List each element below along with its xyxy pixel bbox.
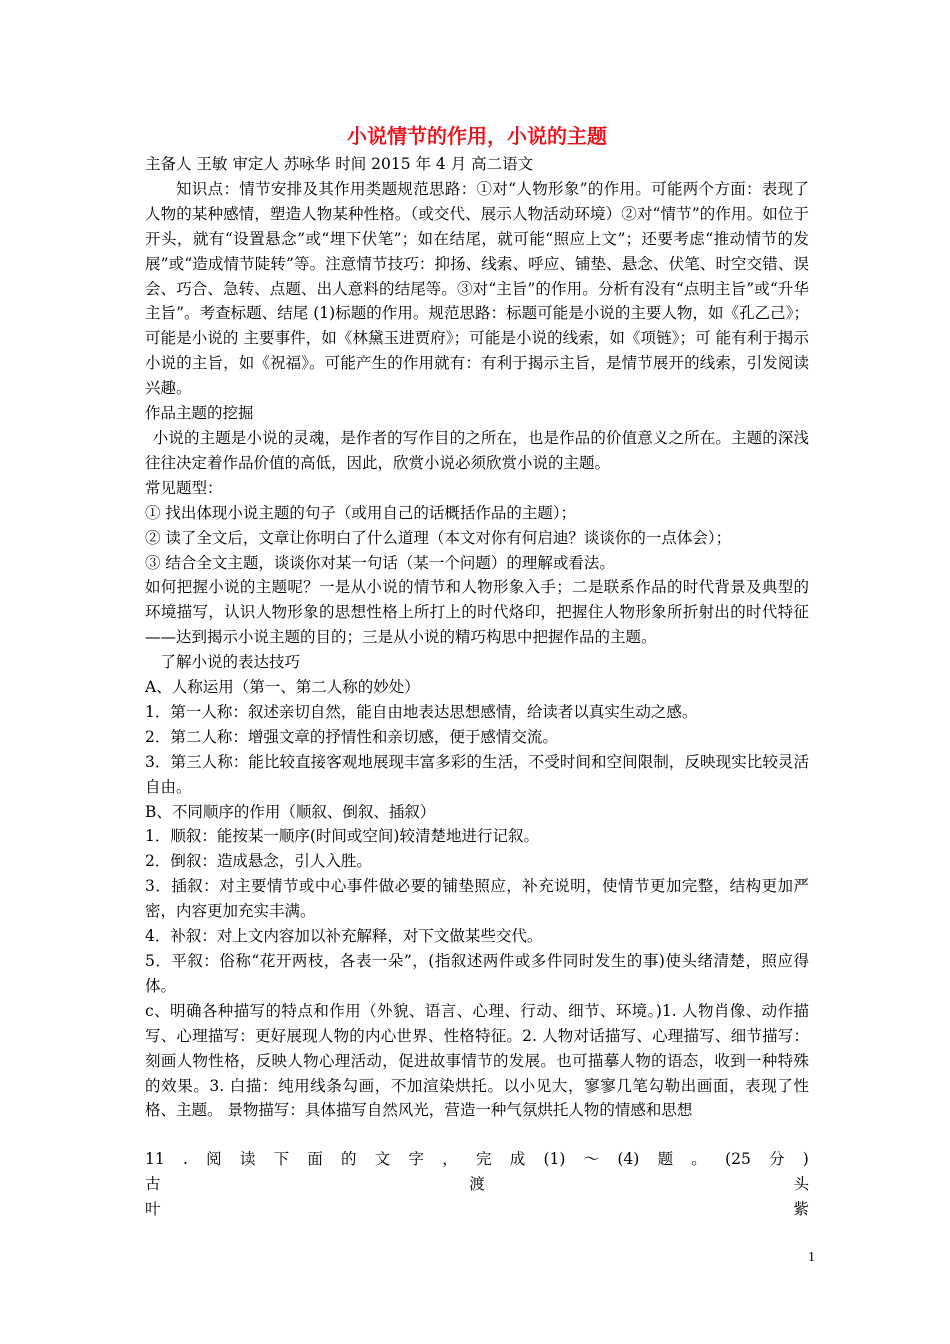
common-type-item: ① 找出体现小说主题的句子（或用自己的话概括作品的主题）； [145, 503, 577, 522]
question-token: 文 [374, 1150, 391, 1169]
common-type-item: ③ 结合全文主题，谈谈你对某一句话（某一个问题）的理解或看法。 [145, 553, 615, 572]
poem-title-line [145, 1172, 809, 1197]
question-token: 面 [307, 1150, 323, 1169]
question-token: ， [442, 1150, 458, 1169]
order-item: 3．插叙：对主要情节或中心事件做必要的铺垫照应，补充说明，使情节更加完整，结构更加严密，内容更加充实丰满。 [145, 877, 809, 921]
question-token: 下 [273, 1150, 290, 1169]
question-token: 11 [145, 1150, 165, 1169]
byline: 主备人 王敏 审定人 苏咏华 时间 2015 年 4 月 高二语文 [145, 155, 534, 173]
order-item: 5．平叙：俗称“花开两枝，各表一朵”，(指叙述两件或多件同时发生的事)使头绪清楚，照应得体。 [145, 952, 809, 995]
common-type-item: ② 读了全文后，文章让你明白了什么道理（本文对你有何启迪？谈谈你的一点体会）； [145, 528, 732, 547]
person-item: 3．第三人称：能比较直接客观地展现丰富多彩的生活，不受时间和空间限制，反映现实比较灵活自由。 [145, 752, 809, 796]
theme-intro-paragraph: 小说的主题是小说的灵魂，是作者的写作目的之所在，也是作品的价值意义之所在。主题的深浅往往决定着作品价值的高低，因此，欣赏小说必须欣赏小说的主题。 [145, 428, 809, 472]
document-body [145, 122, 809, 1222]
poem-title-char: 渡 [469, 1175, 485, 1194]
question-token: 的 [341, 1150, 357, 1169]
order-heading: B、不同顺序的作用（顺叙、倒叙、插叙） [145, 802, 436, 821]
knowledge-paragraph: 知识点：情节安排及其作用类题规范思路：①对“人物形象”的作用。可能两个方面：表现了人物的某种感情，塑造人物某种性格。（或交代、展示人物活动环境）②对“情节”的作用。如位于开头，就有“设置悬念”或“埋下伏笔”；如在结尾，就可能“照应上文”；还要考虑“推动情节的发展”或“造成情节陡转”等。注意情节技巧：抑扬、线索、呼应、铺垫、悬念、伏笔、时空交错、误会、巧合、急转、点题、出人意料的结尾等。③对“主旨”的作用。分析有没有“点明主旨”或“升华主旨”。考查标题、结尾 (1)标题的作用。规范思路：标题可能是小说的主要人物，如《孔乙己》；可能是小说的 主要事件，如《林黛玉进贾府》；可能是小说的线索，如《项链》；可 能有利于揭示小说的主旨，如《祝福》。可能产生的作用就有：有利于揭示主旨，是情节展开的线索，引发阅读兴趣。 [145, 179, 809, 398]
poem-author-char: 紫 [793, 1200, 809, 1219]
theme-heading: 作品主题的挖掘 [145, 404, 254, 423]
page-number: 1 [808, 1250, 815, 1265]
order-item: 4．补叙：对上文内容加以补充解释，对下文做某些交代。 [145, 927, 543, 946]
question-token: (25 [725, 1150, 751, 1169]
grasp-theme-paragraph: 如何把握小说的主题呢？一是从小说的情节和人物形象入手；二是联系作品的时代背景及典型的环境描写，认识人物形象的思想性格上所打上的时代烙印，把握住人物形象所折射出的时代特征——达到揭示小说主题的目的；三是从小说的精巧构思中把握作品的主题。 [145, 578, 809, 647]
question-token: 完 [475, 1150, 492, 1169]
techniques-heading: 了解小说的表达技巧 [160, 653, 301, 672]
poem-author-char: 叶 [145, 1200, 161, 1219]
poem-title-char: 古 [145, 1175, 161, 1194]
poem-title-char: 头 [793, 1175, 809, 1194]
question-token: ～ [583, 1150, 600, 1169]
question-token: 分 [769, 1150, 785, 1169]
question-token: 读 [239, 1150, 256, 1169]
poem-author-line [145, 1197, 809, 1222]
page-title: 小说情节的作用，小说的主题 [347, 124, 607, 148]
question-token: (1) [543, 1150, 566, 1169]
question-token: 题 [657, 1150, 674, 1169]
question-token: 阅 [206, 1150, 222, 1169]
question-token: 成 [509, 1150, 526, 1169]
order-item: 2．倒叙：造成悬念，引人入胜。 [145, 852, 372, 871]
person-item: 1．第一人称：叙述亲切自然，能自由地表达思想感情，给读者以真实生动之感。 [145, 702, 698, 721]
question-token: ) [802, 1150, 809, 1169]
order-item: 1．顺叙：能按某一顺序(时间或空间)较清楚地进行记叙。 [145, 827, 539, 846]
question-token: 字 [408, 1150, 425, 1169]
person-heading: A、人称运用（第一、第二人称的妙处） [145, 678, 420, 697]
person-item: 2．第二人称：增强文章的抒情性和亲切感，便于感情交流。 [145, 727, 558, 746]
question-token: 。 [691, 1150, 707, 1169]
question-line [145, 1147, 809, 1172]
spacer [145, 1123, 809, 1147]
question-token: (4) [617, 1150, 640, 1169]
question-token: . [182, 1150, 188, 1169]
common-types-heading: 常见题型： [145, 478, 223, 497]
description-paragraph: c、明确各种描写的特点和作用（外貌、语言、心理、行动、细节、环境。)1. 人物肖像、动作描写、心理描写：更好展现人物的内心世界、性格特征。2. 人物对话描写、心理描写、细节描写：刻画人物性格，反映人物心理活动，促进故事情节的发展。也可描摹人物的语态，收到一种特殊的效果。3. 白描：纯用线条勾画，不加渲染烘托。以小见大，寥寥几笔勾勒出画面，表现了性格、主题。 景物描写：具体描写自然风光，营造一种气氛烘托人物的情感和思想 [145, 1001, 809, 1120]
